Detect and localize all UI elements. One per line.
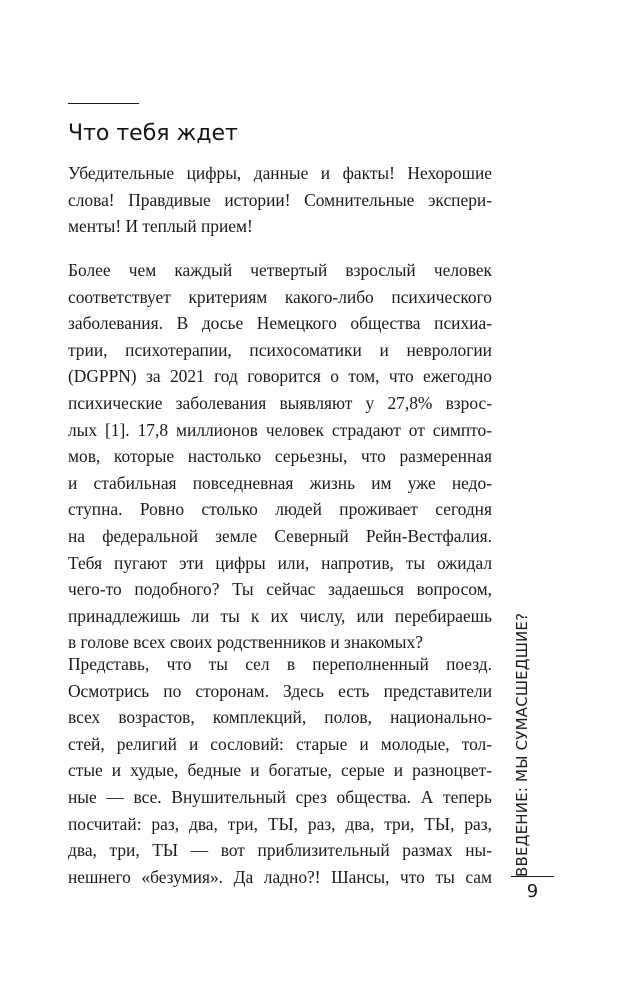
page-number-rule: [511, 876, 554, 877]
text-line: на федеральной земле Северный Рейн-Вестфалия.: [68, 525, 492, 546]
text-line: два, три, ТЫ — вот приблизительный размах ны-: [68, 840, 492, 861]
paragraph-statistics: [68, 257, 492, 656]
running-head: ВВЕДЕНИЕ: МЫ СУМАСШЕДШИЕ?: [513, 612, 531, 877]
text-line: психические заболевания выявляют у 27,8% взрос-: [68, 392, 492, 413]
text-line: стей, религий и сословий: старые и молодые, тол-: [68, 733, 492, 754]
text-line: принадлежишь ли ты к их числу, или перебираешь: [68, 605, 492, 626]
text-line: заболевания. В досье Немецкого общества психиа-: [68, 313, 492, 334]
text-line: трии, психотерапии, психосоматики и неврологии: [68, 339, 492, 360]
text-line: посчитай: раз, два, три, ТЫ, раз, два, три, ТЫ, раз,: [68, 813, 492, 834]
text-line: Тебя пугают эти цифры или, напротив, ты ожидал: [68, 552, 492, 573]
text-line: чего-то подобного? Ты сейчас задаешься вопросом,: [68, 579, 492, 600]
text-line: соответствует критериям какого-либо психического: [68, 286, 492, 307]
text-line: Убедительные цифры, данные и факты! Нехорошие: [68, 163, 492, 183]
text-line: стые и худые, бедные и богатые, серые и разноцвет-: [68, 760, 492, 781]
paragraph-train: [68, 651, 492, 890]
text-line: ступна. Ровно столько людей проживает сегодня: [68, 499, 492, 520]
text-line: (DGPPN) за 2021 год говорится о том, что ежегодно: [68, 366, 492, 387]
text-line: Более чем каждый четвертый взрослый человек: [68, 260, 492, 280]
page-number: 9: [526, 881, 539, 902]
text-line: в голове всех своих родственников и знакомых?: [68, 632, 423, 653]
text-line: Осмотрись по сторонам. Здесь есть представители: [68, 680, 492, 701]
text-line: нешнего «безумия». Да ладно?! Шансы, что ты сам: [68, 866, 492, 887]
text-line: всех возрастов, комплекций, полов, национально-: [68, 707, 492, 728]
text-line: мов, которые настолько серьезны, что размеренная: [68, 446, 492, 467]
text-line: слова! Правдивые истории! Сомнительные экспери-: [68, 189, 492, 210]
text-line: ные — все. Внушительный срез общества. А теперь: [68, 786, 492, 807]
section-heading: Что тебя ждет: [68, 121, 238, 146]
paragraph-intro: [68, 160, 492, 240]
text-line: лых [1]. 17,8 миллионов человек страдают от симпто-: [68, 419, 492, 440]
text-line: менты! И теплый прием!: [68, 216, 253, 237]
text-line: Представь, что ты сел в переполненный поезд.: [68, 654, 492, 674]
text-line: и стабильная повседневная жизнь им уже недо-: [68, 472, 492, 493]
section-rule: [68, 103, 139, 104]
